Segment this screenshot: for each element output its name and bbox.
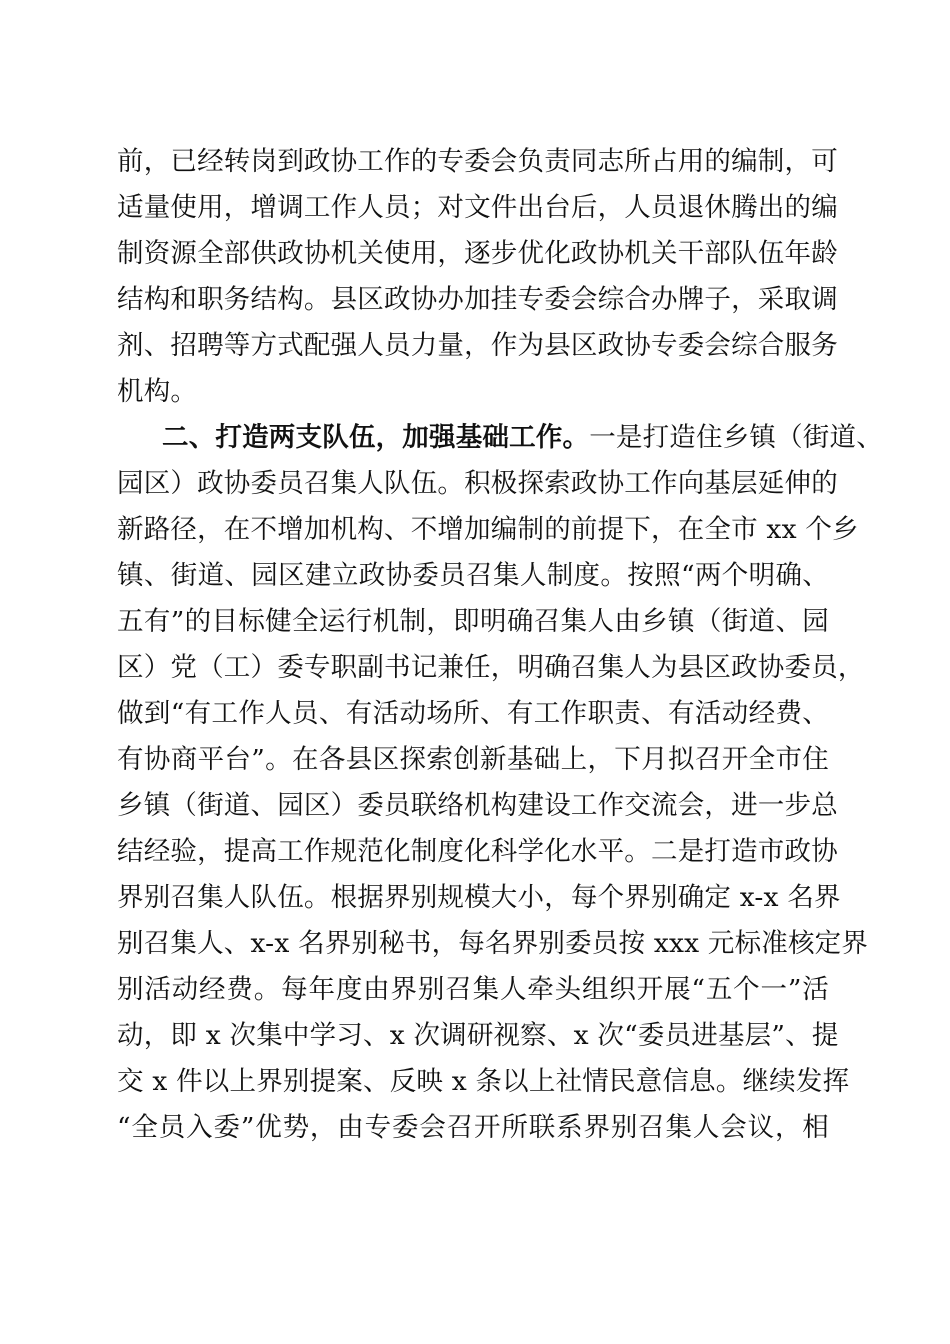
paragraph-line: 新路径，在不增加机构、不增加编制的前提下，在全市 xx 个乡 <box>117 514 859 545</box>
paragraph-line: 适量使用，增调工作人员；对文件出台后，人员退休腾出的编 <box>117 192 838 223</box>
paragraph-line: 结构和职务结构。县区政协办加挂专委会综合办牌子，采取调 <box>117 284 838 315</box>
paragraph-line: 五有”的目标健全运行机制，即明确召集人由乡镇（街道、园 <box>117 606 829 637</box>
paragraph-line: 界别召集人队伍。根据界别规模大小，每个界别确定 x-x 名界 <box>117 882 841 913</box>
paragraph-line: 结经验，提高工作规范化制度化科学化水平。二是打造市政协 <box>117 836 838 867</box>
paragraph-line: 镇、街道、园区建立政协委员召集人制度。按照“两个明确、 <box>117 560 829 591</box>
heading-line-rest: 一是打造住乡镇（街道、 <box>589 422 883 453</box>
paragraph-line: 有协商平台”。在各县区探索创新基础上，下月拟召开全市住 <box>117 744 829 775</box>
paragraph-line: 制资源全部供政协机关使用，逐步优化政协机关干部队伍年龄 <box>117 238 838 269</box>
paragraph-line: 机构。 <box>117 376 198 407</box>
paragraph-line: 区）党（工）委专职副书记兼任，明确召集人为县区政协委员， <box>117 652 865 683</box>
paragraph-line: 乡镇（街道、园区）委员联络机构建设工作交流会，进一步总 <box>117 790 838 821</box>
paragraph-line: 剂、招聘等方式配强人员力量，作为县区政协专委会综合服务 <box>117 330 838 361</box>
paragraph-line: 交 x 件以上界别提案、反映 x 条以上社情民意信息。继续发挥 <box>117 1066 850 1097</box>
section-heading: 二、打造两支队伍，加强基础工作。 <box>162 422 590 453</box>
section-heading-line <box>162 418 883 458</box>
paragraph-line: 别召集人、x-x 名界别秘书，每名界别委员按 xxx 元标准核定界 <box>117 928 869 959</box>
paragraph-line: 园区）政协委员召集人队伍。积极探索政协工作向基层延伸的 <box>117 468 838 499</box>
paragraph-line: 前，已经转岗到政协工作的专委会负责同志所占用的编制，可 <box>117 146 838 177</box>
paragraph-line: 动，即 x 次集中学习、x 次调研视察、x 次“委员进基层”、提 <box>117 1020 839 1051</box>
paragraph-line: 别活动经费。每年度由界别召集人牵头组织开展“五个一”活 <box>117 974 829 1005</box>
paragraph-line: 做到“有工作人员、有活动场所、有工作职责、有活动经费、 <box>117 698 829 729</box>
paragraph-line: “全员入委”优势，由专委会召开所联系界别召集人会议，相 <box>117 1112 829 1143</box>
